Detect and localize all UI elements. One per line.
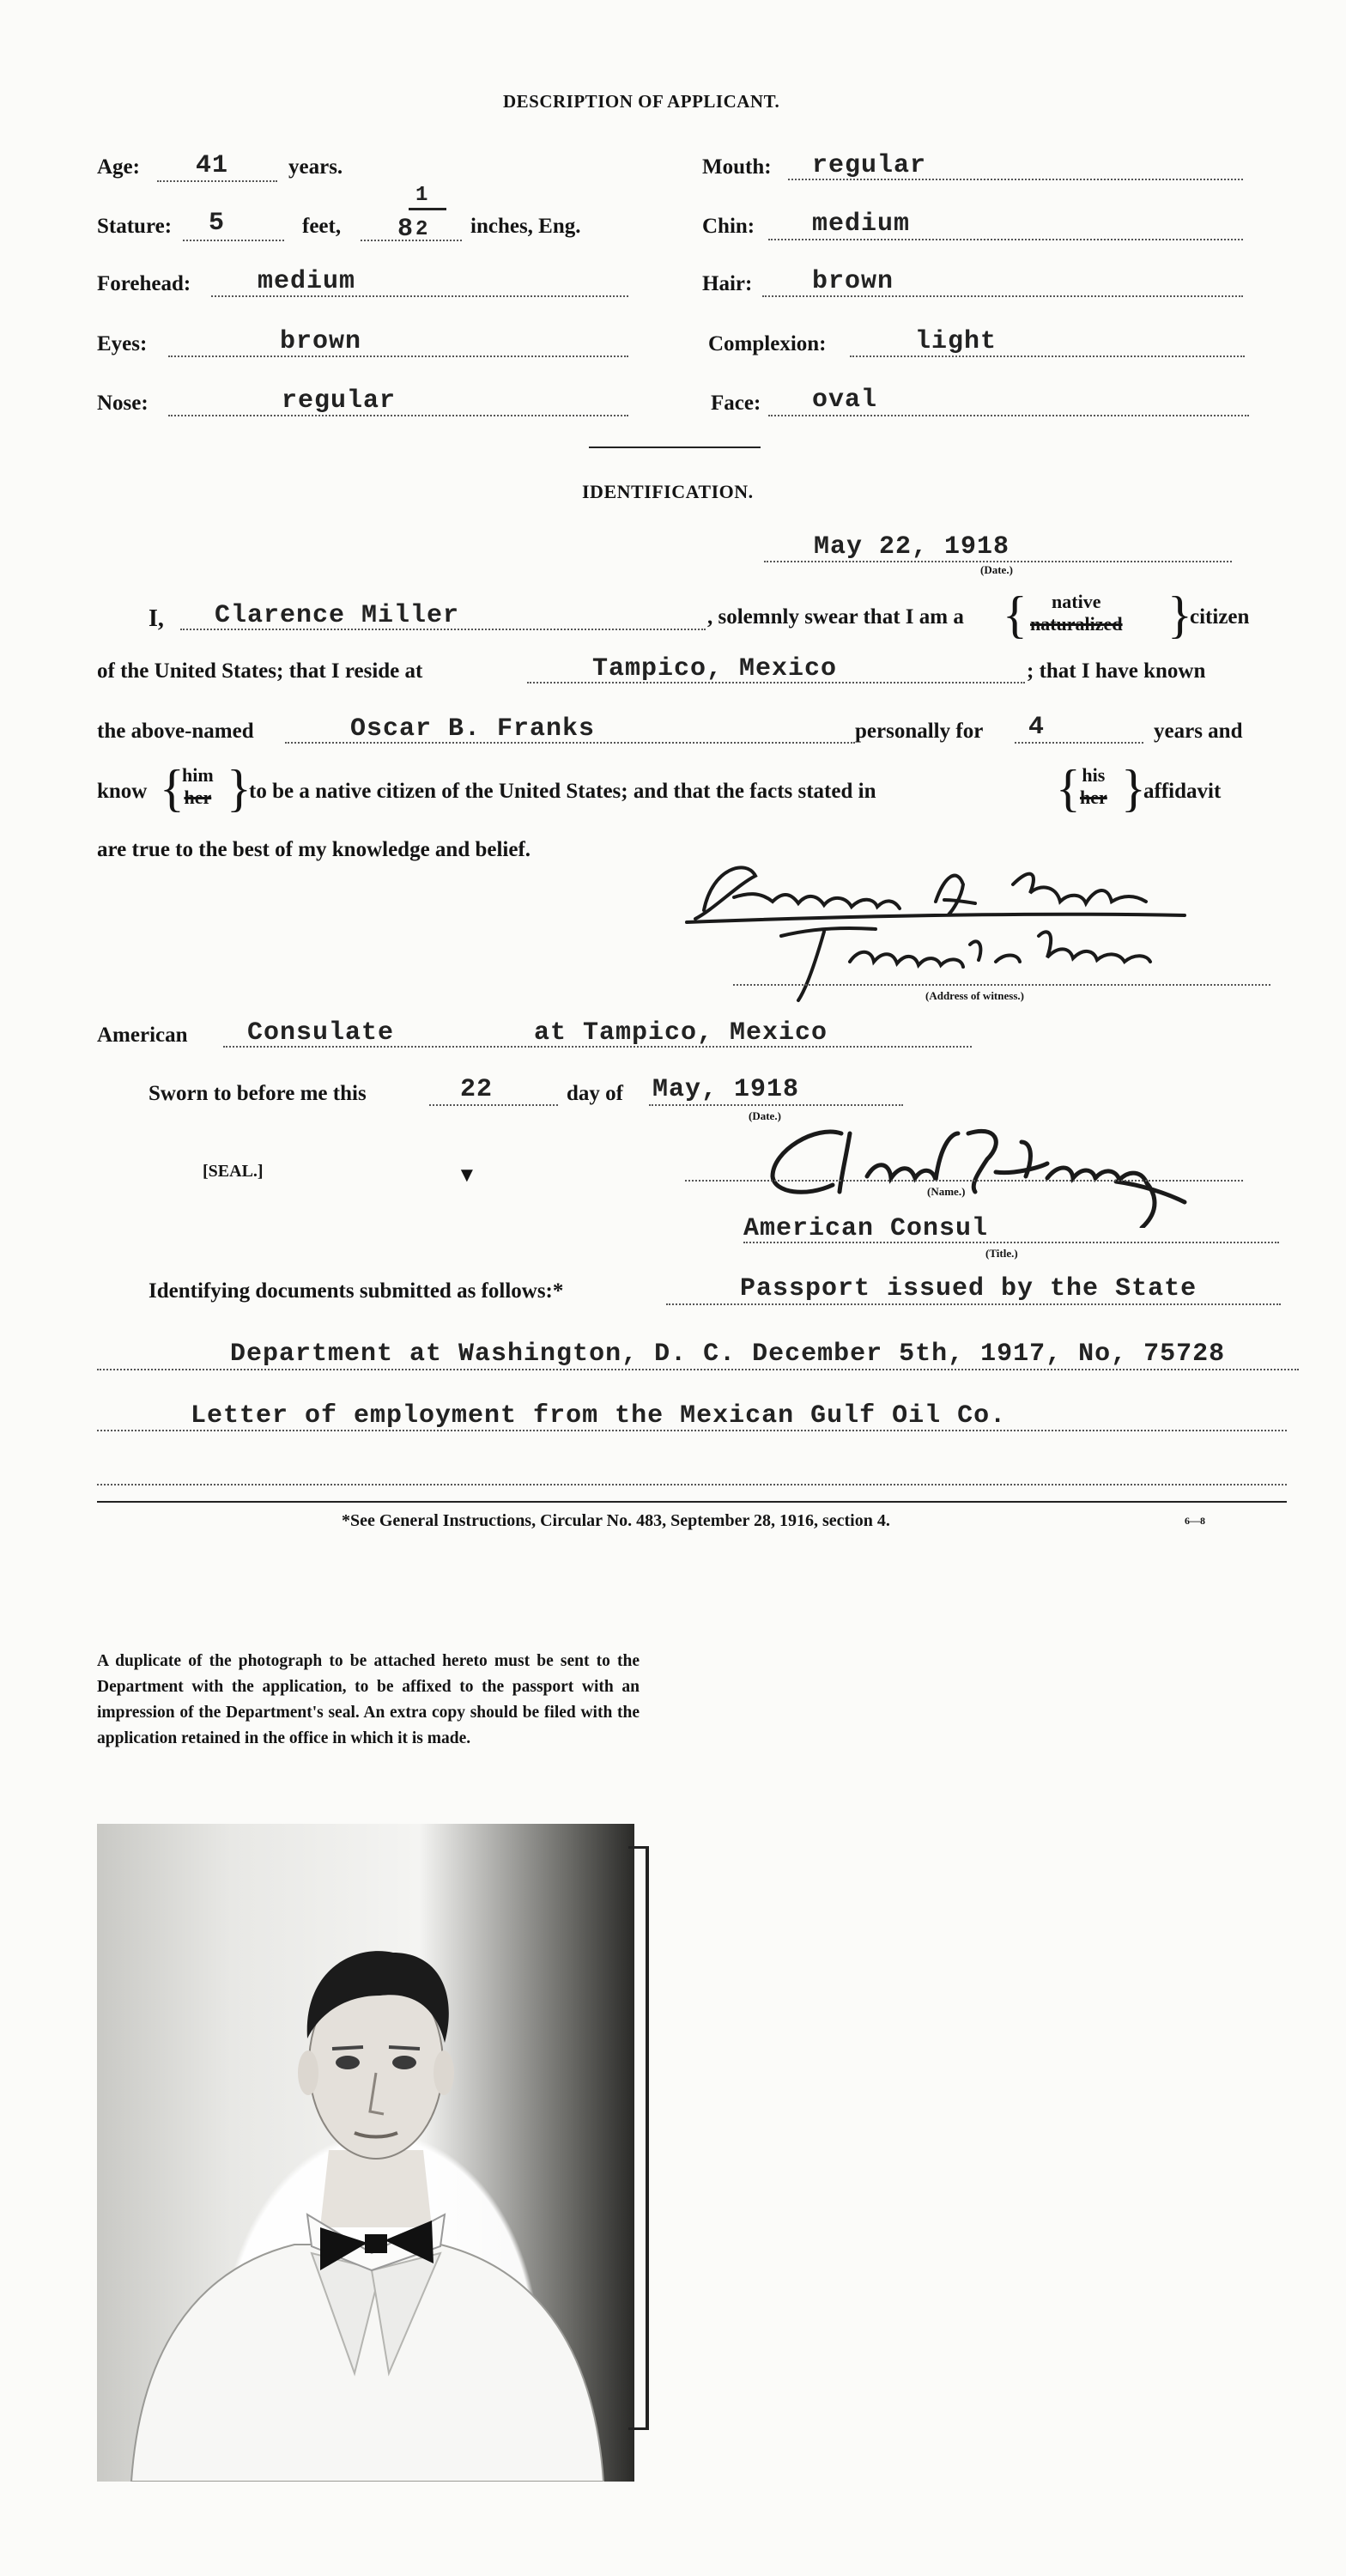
face-line <box>768 415 1249 416</box>
complexion-line <box>850 355 1245 357</box>
citizen-text: citizen <box>1190 605 1250 629</box>
years-known: 4 <box>1028 713 1046 742</box>
seal-mark: ▼ <box>457 1164 477 1187</box>
eyes-label: Eyes: <box>97 332 148 355</box>
forehead-label: Forehead: <box>97 272 191 295</box>
title-caption: (Title.) <box>985 1247 1018 1260</box>
applicant-photograph <box>97 1824 634 2482</box>
footer-rule <box>97 1501 1287 1503</box>
her-option-2: her <box>1080 787 1107 808</box>
eyes-value: brown <box>280 327 362 356</box>
nose-label: Nose: <box>97 392 149 415</box>
american-label: American <box>97 1024 188 1047</box>
right-brace-him: } <box>227 760 252 817</box>
hair-label: Hair: <box>702 272 753 295</box>
at-place: at Tampico, Mexico <box>534 1018 828 1048</box>
photo-instructions: A duplicate of the photograph to be attached hereto must be sent to the Department with the application, to be affixed to the passport with an impression of the Department's seal. An extra copy should be filed with the application retained in the office in which it is made. <box>97 1652 640 1747</box>
photo-bracket-side <box>646 1846 649 2430</box>
pronoun-options <box>182 764 214 809</box>
day-of-text: day of <box>567 1082 623 1105</box>
sworn-text: Sworn to before me this <box>149 1082 367 1105</box>
stature-feet-line <box>183 240 284 241</box>
above-named-text: the above-named <box>97 720 254 743</box>
personally-text: personally for <box>855 720 984 743</box>
photo-bracket-top <box>628 1846 647 1849</box>
feet-label: feet, <box>302 215 342 238</box>
day-line <box>429 1104 558 1106</box>
identification-heading: IDENTIFICATION. <box>582 481 754 502</box>
consul-signature <box>738 1108 1219 1228</box>
month-year: May, 1918 <box>652 1075 800 1104</box>
complexion-label: Complexion: <box>708 332 827 355</box>
documents-line-1-text: Passport issued by the State <box>740 1274 1197 1303</box>
stature-feet-value: 5 <box>209 209 226 238</box>
her-option: her <box>184 787 212 808</box>
footnote: *See General Instructions, Circular No. 483, September 28, 1916, section 4. <box>342 1511 890 1530</box>
affidavit-text: affidavit <box>1143 780 1222 803</box>
photo-bracket-bottom <box>628 2427 647 2430</box>
identification-date: May 22, 1918 <box>814 532 1010 562</box>
place-line <box>534 1046 972 1048</box>
know-text: know <box>97 780 148 803</box>
office: Consulate <box>247 1018 395 1048</box>
stature-fraction-numerator: 1 <box>415 184 429 207</box>
name-caption: (Name.) <box>927 1185 966 1198</box>
oath-date-caption: (Date.) <box>749 1109 781 1122</box>
stature-inches-value: 8 <box>397 215 415 244</box>
official-title: American Consul <box>743 1214 989 1243</box>
inches-label: inches, Eng. <box>470 215 581 238</box>
face-value: oval <box>812 386 878 415</box>
documents-line-2-text: Department at Washington, D. C. December 5th, 1917, No, 75728 <box>230 1340 1226 1369</box>
left-brace-him: { <box>160 760 185 817</box>
swear-text: , solemnly swear that I am a <box>707 605 964 629</box>
native-citizen-text: to be a native citizen of the United States; and that the facts stated in <box>249 780 876 803</box>
applicant-figure <box>97 1824 634 2482</box>
applicant-name: Oscar B. Franks <box>350 714 596 744</box>
residence: Tampico, Mexico <box>592 654 838 683</box>
nose-line <box>168 415 628 416</box>
age-unit: years. <box>288 155 343 179</box>
forehead-value: medium <box>258 267 356 296</box>
documents-line-4 <box>97 1484 1287 1485</box>
mouth-label: Mouth: <box>702 155 772 179</box>
date-caption: (Date.) <box>980 563 1013 576</box>
right-brace-citizen: } <box>1167 586 1192 643</box>
chin-line <box>768 239 1243 240</box>
mouth-value: regular <box>812 151 927 180</box>
i-label: I, <box>149 605 164 632</box>
witness-address-line <box>733 984 1270 986</box>
stature-fraction-bar <box>409 208 446 210</box>
seal-label: [SEAL.] <box>203 1162 264 1181</box>
hair-value: brown <box>812 267 894 296</box>
his-option: his <box>1082 764 1106 786</box>
age-line <box>157 180 277 182</box>
known-text: ; that I have known <box>1027 659 1206 683</box>
stature-label: Stature: <box>97 215 173 238</box>
eyes-line <box>168 355 628 357</box>
age-label: Age: <box>97 155 140 179</box>
naturalized-option: naturalized <box>1030 613 1123 635</box>
citizen-options <box>1030 591 1123 635</box>
us-text: of the United States; that I reside at <box>97 659 423 683</box>
face-label: Face: <box>711 392 761 415</box>
age-value: 41 <box>196 151 229 180</box>
complexion-value: light <box>915 327 997 356</box>
chin-value: medium <box>812 210 911 239</box>
documents-line-1 <box>666 1303 1281 1305</box>
day-number: 22 <box>460 1075 494 1104</box>
him-option: him <box>182 764 214 786</box>
page-title: DESCRIPTION OF APPLICANT. <box>503 91 780 112</box>
left-brace-citizen: { <box>1003 586 1028 643</box>
documents-line-2 <box>97 1369 1299 1370</box>
years-and-text: years and <box>1154 720 1243 743</box>
native-option: native <box>1052 591 1101 612</box>
address-caption: (Address of witness.) <box>925 989 1024 1002</box>
documents-line-3-text: Letter of employment from the Mexican Gulf Oil Co. <box>191 1401 1007 1431</box>
right-brace-his: } <box>1121 760 1146 817</box>
years-known-line <box>1015 742 1143 744</box>
chin-label: Chin: <box>702 215 755 238</box>
nose-value: regular <box>282 386 397 416</box>
form-code: 6—8 <box>1185 1515 1205 1527</box>
section-divider <box>589 447 761 448</box>
witness-name: Clarence Miller <box>215 601 460 630</box>
left-brace-his: { <box>1056 760 1081 817</box>
documents-label: Identifying documents submitted as follows:* <box>149 1279 564 1303</box>
possessive-options <box>1080 764 1107 809</box>
consul-name-line <box>685 1180 1243 1182</box>
title-line <box>743 1242 1279 1243</box>
stature-fraction-denominator: 2 <box>415 218 429 241</box>
belief-text: are true to the best of my knowledge and belief. <box>97 838 531 861</box>
month-line <box>649 1104 903 1106</box>
